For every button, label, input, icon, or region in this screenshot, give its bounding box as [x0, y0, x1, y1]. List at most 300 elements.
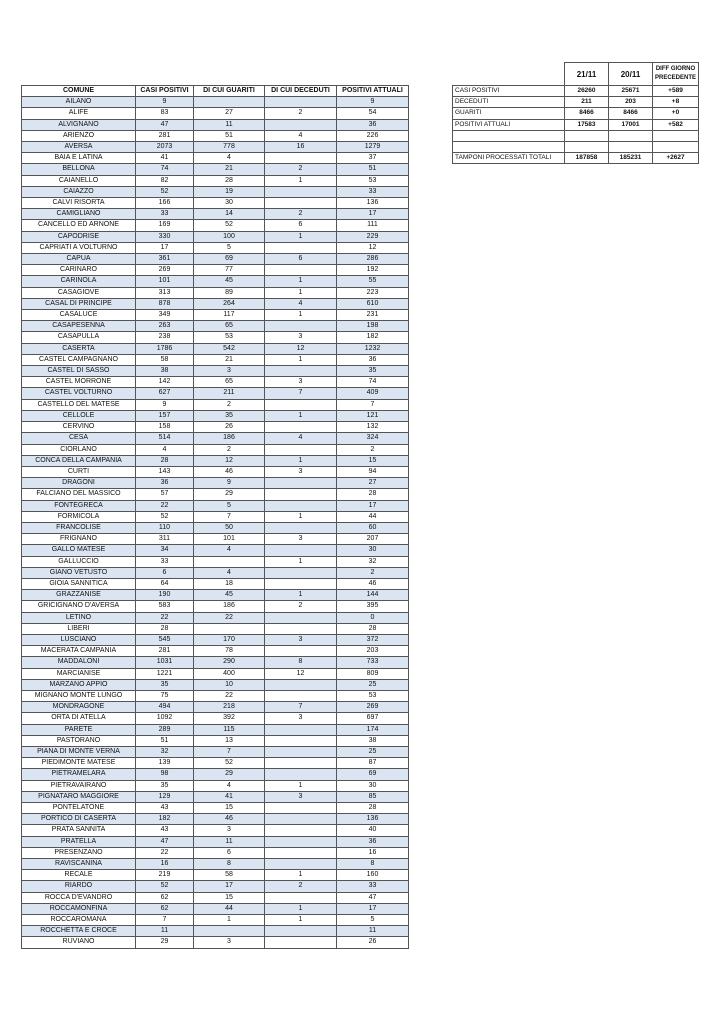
- table-row: [22, 926, 409, 937]
- comune-cell: LIBERI: [22, 623, 136, 634]
- guariti-cell: 100: [194, 231, 265, 242]
- positivi-attuali-cell: 269: [337, 702, 409, 713]
- table-row: [22, 332, 409, 343]
- comune-cell: GIOIA SANNITICA: [22, 578, 136, 589]
- comune-cell: ROCCA D'EVANDRO: [22, 892, 136, 903]
- casi-positivi-cell: 166: [136, 198, 194, 209]
- guariti-cell: 4: [194, 545, 265, 556]
- comune-cell: FONTEGRECA: [22, 500, 136, 511]
- comune-cell: ALIFE: [22, 108, 136, 119]
- deceduti-cell: 6: [265, 254, 337, 265]
- guariti-cell: 3: [194, 825, 265, 836]
- comune-cell: PORTICO DI CASERTA: [22, 814, 136, 825]
- guariti-cell: 69: [194, 254, 265, 265]
- guariti-cell: 77: [194, 265, 265, 276]
- guariti-cell: 6: [194, 847, 265, 858]
- table-row: [22, 903, 409, 914]
- positivi-attuali-cell: 30: [337, 545, 409, 556]
- positivi-attuali-cell: 7: [337, 399, 409, 410]
- deceduti-cell: 3: [265, 534, 337, 545]
- deceduti-cell: 4: [265, 298, 337, 309]
- deceduti-cell: 2: [265, 601, 337, 612]
- guariti-cell: 41: [194, 791, 265, 802]
- guariti-cell: 53: [194, 332, 265, 343]
- summary-header-date: 21/11: [565, 63, 609, 86]
- casi-positivi-cell: 263: [136, 321, 194, 332]
- summary-row: [453, 142, 699, 153]
- table-row: [22, 310, 409, 321]
- comune-cell: ROCCHETTA E CROCE: [22, 926, 136, 937]
- deceduti-cell: [265, 500, 337, 511]
- summary-value-cell: [565, 130, 609, 141]
- casi-positivi-cell: 58: [136, 354, 194, 365]
- positivi-attuali-cell: 33: [337, 881, 409, 892]
- column-header: DI CUI DECEDUTI: [265, 86, 337, 97]
- guariti-cell: 12: [194, 455, 265, 466]
- table-row: [22, 478, 409, 489]
- casi-positivi-cell: 16: [136, 859, 194, 870]
- deceduti-cell: [265, 198, 337, 209]
- deceduti-cell: 12: [265, 343, 337, 354]
- casi-positivi-cell: 269: [136, 265, 194, 276]
- comune-cell: MACERATA CAMPANIA: [22, 646, 136, 657]
- deceduti-cell: [265, 769, 337, 780]
- guariti-cell: 13: [194, 735, 265, 746]
- guariti-cell: 45: [194, 590, 265, 601]
- casi-positivi-cell: 62: [136, 903, 194, 914]
- table-row: [22, 209, 409, 220]
- table-row: [22, 455, 409, 466]
- table-row: [22, 634, 409, 645]
- summary-label-cell: GUARITI: [453, 108, 565, 119]
- table-row: [22, 511, 409, 522]
- summary-value-cell: 187858: [565, 153, 609, 164]
- casi-positivi-cell: 110: [136, 522, 194, 533]
- positivi-attuali-cell: 44: [337, 511, 409, 522]
- positivi-attuali-cell: 26: [337, 937, 409, 948]
- guariti-cell: 29: [194, 489, 265, 500]
- positivi-attuali-cell: 17: [337, 903, 409, 914]
- deceduti-cell: 7: [265, 388, 337, 399]
- casi-positivi-cell: 52: [136, 881, 194, 892]
- comune-cell: PONTELATONE: [22, 803, 136, 814]
- table-row: [22, 354, 409, 365]
- deceduti-cell: 3: [265, 332, 337, 343]
- casi-positivi-cell: 62: [136, 892, 194, 903]
- guariti-cell: 11: [194, 119, 265, 130]
- guariti-cell: 15: [194, 803, 265, 814]
- summary-row: [453, 97, 699, 108]
- table-row: [22, 142, 409, 153]
- guariti-cell: 218: [194, 702, 265, 713]
- comune-cell: CANCELLO ED ARNONE: [22, 220, 136, 231]
- casi-positivi-cell: 28: [136, 455, 194, 466]
- summary-label-cell: POSITIVI ATTUALI: [453, 119, 565, 130]
- casi-positivi-cell: 238: [136, 332, 194, 343]
- summary-value-cell: 203: [609, 97, 653, 108]
- positivi-attuali-cell: 53: [337, 175, 409, 186]
- summary-value-cell: 211: [565, 97, 609, 108]
- summary-value-cell: [609, 142, 653, 153]
- table-row: [22, 702, 409, 713]
- comune-cell: BELLONA: [22, 164, 136, 175]
- guariti-cell: 5: [194, 500, 265, 511]
- comune-cell: CURTI: [22, 466, 136, 477]
- table-row: [22, 601, 409, 612]
- comune-cell: CASAGIOVE: [22, 287, 136, 298]
- column-header: COMUNE: [22, 86, 136, 97]
- casi-positivi-cell: 349: [136, 310, 194, 321]
- summary-value-cell: 17001: [609, 119, 653, 130]
- deceduti-cell: 3: [265, 634, 337, 645]
- casi-positivi-cell: 878: [136, 298, 194, 309]
- comune-cell: CAMIGLIANO: [22, 209, 136, 220]
- summary-diff-cell: +0: [653, 108, 699, 119]
- deceduti-cell: [265, 399, 337, 410]
- positivi-attuali-cell: 12: [337, 242, 409, 253]
- positivi-attuali-cell: 51: [337, 164, 409, 175]
- comune-cell: FORMICOLA: [22, 511, 136, 522]
- summary-diff-cell: +2627: [653, 153, 699, 164]
- deceduti-cell: 2: [265, 881, 337, 892]
- summary-value-cell: 8466: [565, 108, 609, 119]
- summary-value-cell: 185231: [609, 153, 653, 164]
- deceduti-cell: [265, 567, 337, 578]
- positivi-attuali-cell: 36: [337, 836, 409, 847]
- deceduti-cell: 1: [265, 287, 337, 298]
- deceduti-cell: 12: [265, 668, 337, 679]
- table-row: [22, 623, 409, 634]
- casi-positivi-cell: 139: [136, 758, 194, 769]
- comune-cell: MIGNANO MONTE LUNGO: [22, 690, 136, 701]
- comune-cell: CASTEL DI SASSO: [22, 366, 136, 377]
- positivi-attuali-cell: 2: [337, 567, 409, 578]
- positivi-attuali-cell: 610: [337, 298, 409, 309]
- table-row: [22, 791, 409, 802]
- table-row: [22, 668, 409, 679]
- positivi-attuali-cell: 1232: [337, 343, 409, 354]
- casi-positivi-cell: 38: [136, 366, 194, 377]
- summary-value-cell: 8466: [609, 108, 653, 119]
- table-row: [22, 119, 409, 130]
- summary-diff-cell: [653, 130, 699, 141]
- deceduti-cell: [265, 578, 337, 589]
- positivi-attuali-cell: 286: [337, 254, 409, 265]
- comune-cell: FALCIANO DEL MASSICO: [22, 489, 136, 500]
- casi-positivi-cell: 32: [136, 746, 194, 757]
- table-row: [22, 220, 409, 231]
- casi-positivi-cell: 1786: [136, 343, 194, 354]
- summary-row: [453, 86, 699, 97]
- positivi-attuali-cell: 231: [337, 310, 409, 321]
- positivi-attuali-cell: 33: [337, 186, 409, 197]
- table-row: [22, 186, 409, 197]
- comune-cell: FRIGNANO: [22, 534, 136, 545]
- table-row: [22, 164, 409, 175]
- guariti-cell: 101: [194, 534, 265, 545]
- deceduti-cell: 1: [265, 276, 337, 287]
- comune-cell: CASERTA: [22, 343, 136, 354]
- casi-positivi-cell: 98: [136, 769, 194, 780]
- municipality-cases-table: [21, 85, 409, 949]
- positivi-attuali-cell: 46: [337, 578, 409, 589]
- comune-cell: PASTORANO: [22, 735, 136, 746]
- casi-positivi-cell: 22: [136, 500, 194, 511]
- summary-row: [453, 108, 699, 119]
- deceduti-cell: [265, 366, 337, 377]
- casi-positivi-cell: 129: [136, 791, 194, 802]
- deceduti-cell: 1: [265, 354, 337, 365]
- table-row: [22, 522, 409, 533]
- casi-positivi-cell: 583: [136, 601, 194, 612]
- summary-value-cell: 17583: [565, 119, 609, 130]
- guariti-cell: 50: [194, 522, 265, 533]
- summary-label-cell: CASI POSITIVI: [453, 86, 565, 97]
- positivi-attuali-cell: 372: [337, 634, 409, 645]
- deceduti-cell: [265, 612, 337, 623]
- casi-positivi-cell: 9: [136, 399, 194, 410]
- comune-cell: CASTEL VOLTURNO: [22, 388, 136, 399]
- comune-cell: PIETRAVAIRANO: [22, 780, 136, 791]
- deceduti-cell: [265, 746, 337, 757]
- deceduti-cell: [265, 724, 337, 735]
- guariti-cell: 7: [194, 746, 265, 757]
- comune-cell: GRAZZANISE: [22, 590, 136, 601]
- guariti-cell: 46: [194, 466, 265, 477]
- positivi-attuali-cell: 36: [337, 354, 409, 365]
- comune-cell: CASTEL MORRONE: [22, 377, 136, 388]
- comune-cell: PARETE: [22, 724, 136, 735]
- comune-cell: PIANA DI MONTE VERNA: [22, 746, 136, 757]
- summary-row: [453, 153, 699, 164]
- summary-value-cell: [609, 130, 653, 141]
- comune-cell: PRATELLA: [22, 836, 136, 847]
- table-row: [22, 489, 409, 500]
- table-row: [22, 433, 409, 444]
- table-row: [22, 265, 409, 276]
- comune-cell: RAVISCANINA: [22, 859, 136, 870]
- comune-cell: DRAGONI: [22, 478, 136, 489]
- deceduti-cell: 6: [265, 220, 337, 231]
- positivi-attuali-cell: 53: [337, 690, 409, 701]
- casi-positivi-cell: 9: [136, 97, 194, 108]
- positivi-attuali-cell: 174: [337, 724, 409, 735]
- positivi-attuali-cell: 111: [337, 220, 409, 231]
- comune-cell: ORTA DI ATELLA: [22, 713, 136, 724]
- table-row: [22, 153, 409, 164]
- comune-cell: CELLOLE: [22, 410, 136, 421]
- comune-cell: LETINO: [22, 612, 136, 623]
- casi-positivi-cell: 33: [136, 556, 194, 567]
- positivi-attuali-cell: 132: [337, 422, 409, 433]
- comune-cell: AILANO: [22, 97, 136, 108]
- positivi-attuali-cell: 395: [337, 601, 409, 612]
- casi-positivi-cell: 35: [136, 679, 194, 690]
- column-header: CASI POSITIVI: [136, 86, 194, 97]
- casi-positivi-cell: 1221: [136, 668, 194, 679]
- deceduti-cell: 1: [265, 556, 337, 567]
- positivi-attuali-cell: 15: [337, 455, 409, 466]
- summary-body: [453, 86, 699, 164]
- casi-positivi-cell: 313: [136, 287, 194, 298]
- positivi-attuali-cell: 55: [337, 276, 409, 287]
- casi-positivi-cell: 17: [136, 242, 194, 253]
- positivi-attuali-cell: 36: [337, 119, 409, 130]
- comune-cell: CIORLANO: [22, 444, 136, 455]
- table-row: [22, 231, 409, 242]
- table-row: [22, 578, 409, 589]
- table-row: [22, 881, 409, 892]
- comune-cell: RIARDO: [22, 881, 136, 892]
- casi-positivi-cell: 157: [136, 410, 194, 421]
- deceduti-cell: 1: [265, 310, 337, 321]
- guariti-cell: 4: [194, 153, 265, 164]
- comune-cell: PRATA SANNITA: [22, 825, 136, 836]
- deceduti-cell: [265, 422, 337, 433]
- positivi-attuali-cell: 207: [337, 534, 409, 545]
- guariti-cell: 21: [194, 164, 265, 175]
- guariti-cell: 9: [194, 478, 265, 489]
- positivi-attuali-cell: 28: [337, 489, 409, 500]
- deceduti-cell: 1: [265, 511, 337, 522]
- table-row: [22, 500, 409, 511]
- positivi-attuali-cell: 182: [337, 332, 409, 343]
- guariti-cell: 392: [194, 713, 265, 724]
- guariti-cell: 18: [194, 578, 265, 589]
- comune-cell: LUSCIANO: [22, 634, 136, 645]
- deceduti-cell: 1: [265, 231, 337, 242]
- comune-cell: CONCA DELLA CAMPANIA: [22, 455, 136, 466]
- comune-cell: CASAPULLA: [22, 332, 136, 343]
- guariti-cell: 3: [194, 937, 265, 948]
- positivi-attuali-cell: 5: [337, 915, 409, 926]
- deceduti-cell: [265, 892, 337, 903]
- guariti-cell: 186: [194, 601, 265, 612]
- comune-cell: MONDRAGONE: [22, 702, 136, 713]
- comune-cell: GRICIGNANO D'AVERSA: [22, 601, 136, 612]
- table-row: [22, 298, 409, 309]
- deceduti-cell: 1: [265, 590, 337, 601]
- table-row: [22, 410, 409, 421]
- positivi-attuali-cell: 69: [337, 769, 409, 780]
- guariti-cell: 58: [194, 870, 265, 881]
- comune-cell: CAIAZZO: [22, 186, 136, 197]
- positivi-attuali-cell: 17: [337, 500, 409, 511]
- comune-cell: PIEDIMONTE MATESE: [22, 758, 136, 769]
- positivi-attuali-cell: 733: [337, 657, 409, 668]
- deceduti-cell: 1: [265, 870, 337, 881]
- positivi-attuali-cell: 11: [337, 926, 409, 937]
- casi-positivi-cell: 64: [136, 578, 194, 589]
- positivi-attuali-cell: 74: [337, 377, 409, 388]
- guariti-cell: 52: [194, 220, 265, 231]
- summary-value-cell: [565, 142, 609, 153]
- casi-positivi-cell: 627: [136, 388, 194, 399]
- table-row: [22, 198, 409, 209]
- deceduti-cell: [265, 444, 337, 455]
- guariti-cell: 5: [194, 242, 265, 253]
- positivi-attuali-cell: 226: [337, 130, 409, 141]
- summary-header-row: [453, 63, 699, 86]
- comune-cell: MARZANO APPIO: [22, 679, 136, 690]
- deceduti-cell: 3: [265, 791, 337, 802]
- positivi-attuali-cell: 8: [337, 859, 409, 870]
- comune-cell: CASAPESENNA: [22, 321, 136, 332]
- table-row: [22, 713, 409, 724]
- summary-diff-cell: [653, 142, 699, 153]
- guariti-cell: 117: [194, 310, 265, 321]
- casi-positivi-cell: 35: [136, 780, 194, 791]
- deceduti-cell: [265, 97, 337, 108]
- comune-cell: PIETRAMELARA: [22, 769, 136, 780]
- casi-positivi-cell: 36: [136, 478, 194, 489]
- guariti-cell: [194, 97, 265, 108]
- deceduti-cell: [265, 489, 337, 500]
- guariti-cell: 7: [194, 511, 265, 522]
- casi-positivi-cell: 143: [136, 466, 194, 477]
- casi-positivi-cell: 1031: [136, 657, 194, 668]
- positivi-attuali-cell: 32: [337, 556, 409, 567]
- positivi-attuali-cell: 25: [337, 679, 409, 690]
- table-body: [22, 97, 409, 948]
- positivi-attuali-cell: 16: [337, 847, 409, 858]
- guariti-cell: [194, 556, 265, 567]
- casi-positivi-cell: 281: [136, 130, 194, 141]
- table-row: [22, 724, 409, 735]
- comune-cell: CALVI RISORTA: [22, 198, 136, 209]
- summary-diff-cell: +589: [653, 86, 699, 97]
- table-row: [22, 590, 409, 601]
- casi-positivi-cell: 494: [136, 702, 194, 713]
- casi-positivi-cell: 47: [136, 119, 194, 130]
- deceduti-cell: [265, 265, 337, 276]
- casi-positivi-cell: 34: [136, 545, 194, 556]
- deceduti-cell: [265, 119, 337, 130]
- table-row: [22, 847, 409, 858]
- deceduti-cell: 3: [265, 466, 337, 477]
- comune-cell: CAPODRISE: [22, 231, 136, 242]
- deceduti-cell: [265, 242, 337, 253]
- positivi-attuali-cell: 809: [337, 668, 409, 679]
- guariti-cell: 65: [194, 321, 265, 332]
- casi-positivi-cell: 22: [136, 612, 194, 623]
- table-row: [22, 377, 409, 388]
- positivi-attuali-cell: 28: [337, 803, 409, 814]
- table-row: [22, 343, 409, 354]
- deceduti-cell: [265, 679, 337, 690]
- guariti-cell: 51: [194, 130, 265, 141]
- guariti-cell: 170: [194, 634, 265, 645]
- casi-positivi-cell: 28: [136, 623, 194, 634]
- deceduti-cell: [265, 814, 337, 825]
- comune-cell: CASALUCE: [22, 310, 136, 321]
- casi-positivi-cell: 311: [136, 534, 194, 545]
- guariti-cell: 264: [194, 298, 265, 309]
- table-row: [22, 242, 409, 253]
- table-row: [22, 892, 409, 903]
- deceduti-cell: 1: [265, 903, 337, 914]
- comune-cell: AVERSA: [22, 142, 136, 153]
- guariti-cell: 45: [194, 276, 265, 287]
- summary-value-cell: 26260: [565, 86, 609, 97]
- positivi-attuali-cell: 121: [337, 410, 409, 421]
- deceduti-cell: 2: [265, 108, 337, 119]
- comune-cell: ARIENZO: [22, 130, 136, 141]
- casi-positivi-cell: 361: [136, 254, 194, 265]
- comune-cell: FRANCOLISE: [22, 522, 136, 533]
- positivi-attuali-cell: 87: [337, 758, 409, 769]
- casi-positivi-cell: 74: [136, 164, 194, 175]
